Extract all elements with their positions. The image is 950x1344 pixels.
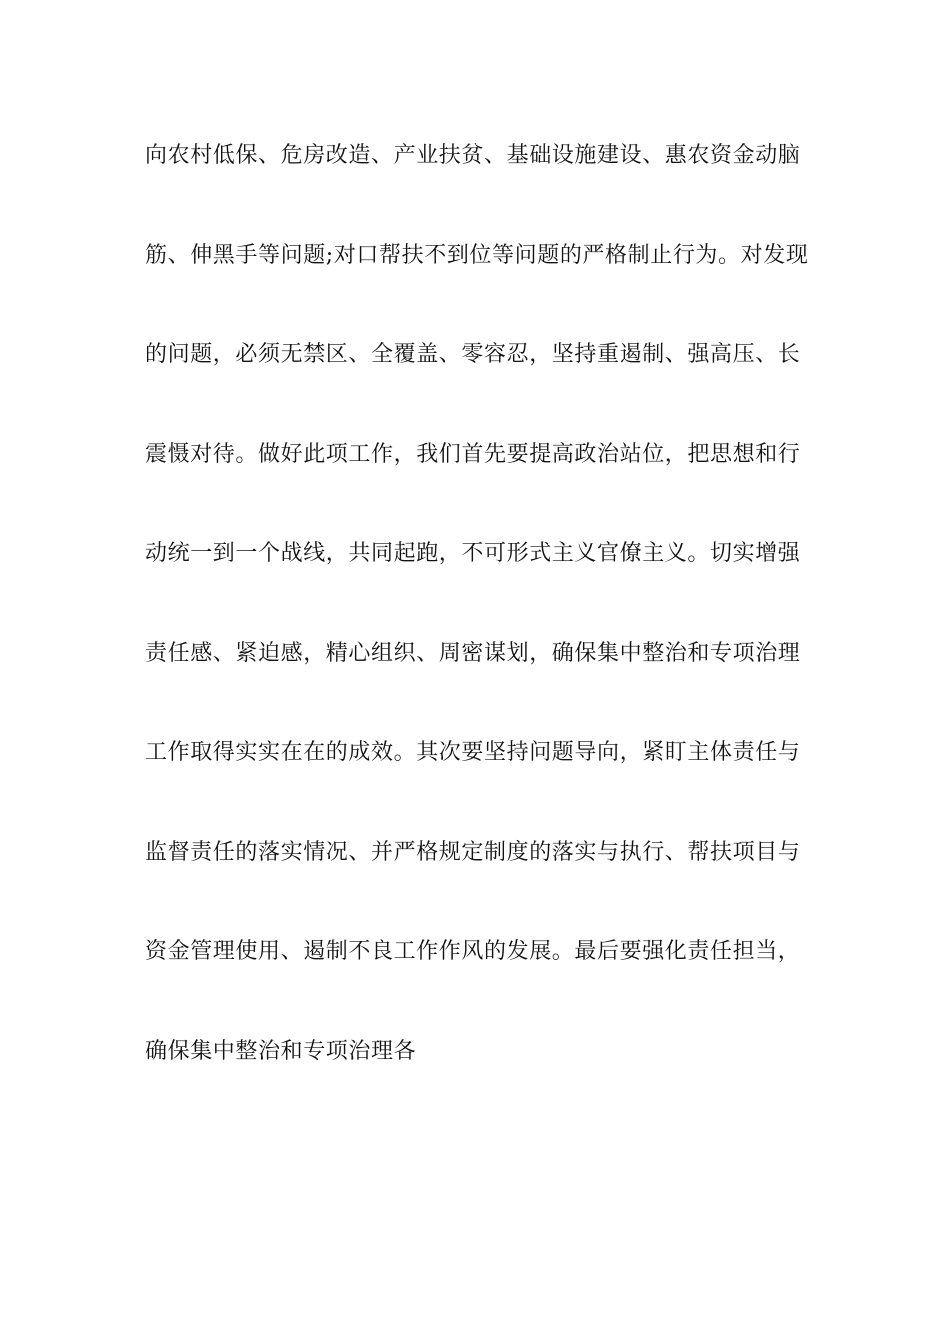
text-line-5: 动统一到一个战线，共同起跑，不可形式主义官僚主义。切实增强	[145, 541, 801, 566]
text-line-2: 筋、伸黑手等问题;对口帮扶不到位等问题的严格制止行为。对发现	[145, 242, 809, 268]
text-line-4: 震慑对待。做好此项工作，我们首先要提高政治站位，把思想和行	[145, 441, 801, 467]
text-line-9: 资金管理使用、遏制不良工作作风的发展。最后要强化责任担当，	[145, 939, 801, 964]
text-line-10: 确保集中整治和专项治理各	[145, 1038, 417, 1064]
text-line-1: 向农村低保、危房改造、产业扶贫、基础设施建设、惠农资金动脑	[145, 143, 801, 168]
text-line-7: 工作取得实实在在的成效。其次要坚持问题导向，紧盯主体责任与	[145, 740, 801, 765]
text-line-6: 责任感、紧迫感，精心组织、周密谋划，确保集中整治和专项治理	[145, 640, 801, 666]
text-line-8: 监督责任的落实情况、并严格规定制度的落实与执行、帮扶项目与	[145, 839, 801, 865]
body-text	[145, 136, 810, 1131]
text-line-3: 的问题，必须无禁区、全覆盖、零容忍，坚持重遏制、强高压、长	[145, 342, 801, 367]
